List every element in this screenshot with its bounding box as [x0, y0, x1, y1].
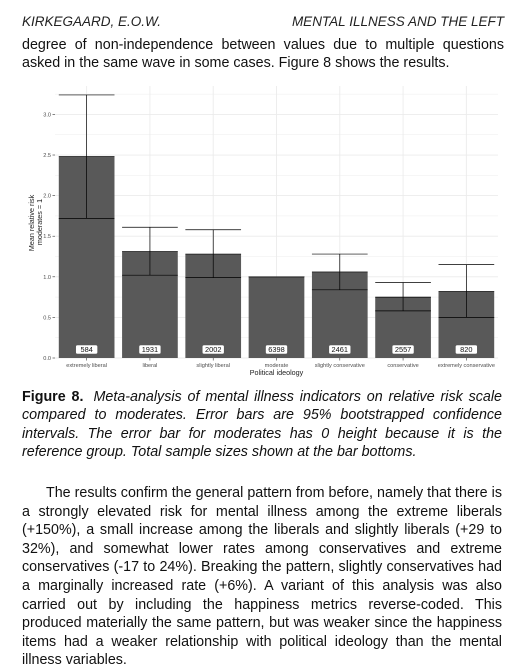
y-tick-label: 0.0: [43, 356, 51, 362]
x-tick-label: extremely conservative: [437, 363, 495, 369]
figure-caption: [22, 388, 502, 461]
bar-chart: [22, 80, 504, 380]
x-tick-label: moderate: [264, 363, 289, 369]
intro-paragraph: degree of non-independence between values due to multiple questions asked in the same wave in some cases. Figure 8 shows the results.: [22, 37, 504, 71]
sample-size-label: 2002: [204, 344, 222, 354]
sample-size-label: 2557: [394, 344, 412, 354]
figure-8: [22, 80, 504, 380]
y-tick-label: 2.5: [43, 153, 51, 160]
x-tick-label: slightly conservative: [314, 363, 365, 369]
sample-size-label: 820: [460, 344, 473, 354]
y-tick-layer: [43, 112, 55, 362]
x-tick-label: extremely liberal: [66, 363, 108, 369]
x-tick-label: liberal: [142, 363, 158, 369]
running-header-title: MENTAL ILLNESS AND THE LEFT: [291, 14, 504, 29]
y-tick-label: 0.5: [43, 315, 51, 322]
y-axis-title-line-1: Mean relative risk: [27, 194, 36, 252]
figure-caption-text: Meta-analysis of mental illness indicators on relative risk scale compared to moderates. Error bars are 95% bootstrapped confidence intervals. The error bar for moderates has 0 height because it is the reference group. Total sample sizes shown at the bar bottoms.: [22, 389, 502, 460]
y-tick-label: 1.5: [43, 234, 51, 241]
y-axis-title-line-2: moderates = 1: [35, 198, 44, 246]
body-paragraph: The results confirm the general pattern from before, namely that there is a strongly elevated risk for mental illness among the extreme liberals (+150%), a small increase among the liberals and slightly liberals (+29 to 32%), and somewhat lower rates among conservatives and extreme conservatives (-17 to 24%). Breaking the pattern, slightly conservatives had a marginally increased rate (+6%). A variant of this analysis was also carried out by including the happiness metrics reverse-coded. This produced materially the same pattern, but was weaker since the happiness items had a weaker relationship with political ideology than the mental illness variables.: [22, 485, 502, 669]
x-tick-label: conservative: [387, 363, 419, 369]
x-axis-title: Political ideology: [249, 368, 304, 377]
y-tick-label: 3.0: [43, 112, 51, 119]
running-header-author: KIRKEGAARD, E.O.W.: [22, 14, 162, 29]
y-axis-title: [27, 193, 44, 251]
x-tick-label: slightly liberal: [196, 363, 231, 369]
running-header: [22, 14, 504, 32]
y-tick-label: 1.0: [43, 274, 51, 281]
sample-size-label: 6398: [268, 344, 285, 354]
sample-size-label: 1931: [141, 344, 159, 354]
y-tick-label: 2.0: [43, 193, 51, 200]
sample-size-label: 584: [80, 344, 93, 354]
sample-size-label: 2461: [331, 344, 349, 354]
figure-caption-label: Figure 8.: [22, 389, 84, 405]
